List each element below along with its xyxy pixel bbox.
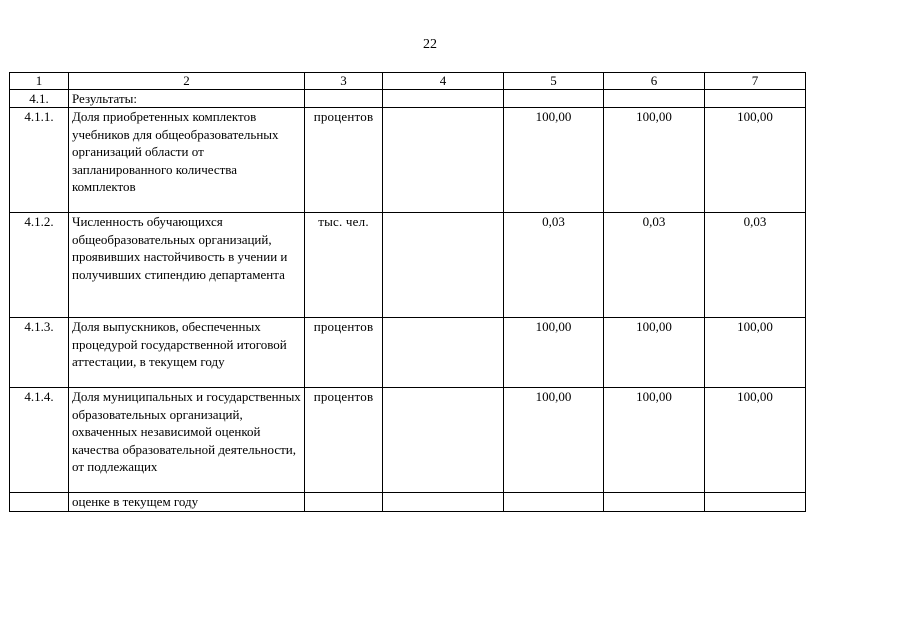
row-name: Доля приобретенных комплектов учебников для общеобразовательных организаций области от запланированного количества комплектов [69,108,305,213]
table-row [10,318,806,388]
row-name: Доля муниципальных и государственных образовательных организаций, охваченных независимой оценкой качества образовательной деятельности, от подлежащих [69,388,305,493]
row-code: 4.1.3. [10,318,69,388]
row-col5: 0,03 [504,213,604,318]
row-col4 [383,108,504,213]
empty-cell [305,493,383,511]
section-row [10,90,806,108]
row-code: 4.1.2. [10,213,69,318]
row-col5: 100,00 [504,318,604,388]
row-col7: 100,00 [705,388,806,493]
row-unit [305,388,383,493]
section-title: Результаты: [69,90,305,108]
header-cell-4: 4 [383,73,504,90]
empty-cell [383,493,504,511]
row-name: Доля выпускников, обеспеченных процедурой государственной итоговой аттестации, в текущем году [69,318,305,388]
row-col5: 100,00 [504,388,604,493]
table-header-row [10,73,806,90]
continuation-text: оценке в текущем году [69,493,305,511]
page-number: 22 [423,37,437,52]
row-unit-text: процентов [313,389,374,405]
row-col7: 100,00 [705,108,806,213]
row-code: 4.1.1. [10,108,69,213]
row-col4 [383,318,504,388]
row-unit [305,318,383,388]
empty-cell [604,90,705,108]
empty-cell [305,90,383,108]
row-unit-text: тыс. чел. [318,214,369,230]
row-col4 [383,388,504,493]
row-name: Численность обучающихся общеобразовательных организаций, проявивших настойчивость в учении и получивших стипендию департамента [69,213,305,318]
row-col6: 100,00 [604,108,705,213]
header-cell-6: 6 [604,73,705,90]
empty-cell [604,493,705,511]
table-row [10,388,806,493]
empty-cell [705,493,806,511]
continuation-row [10,493,806,511]
row-unit-text: процентов [313,109,374,125]
empty-cell [10,493,69,511]
table-row [10,213,806,318]
header-cell-5: 5 [504,73,604,90]
row-unit [305,108,383,213]
table-row [10,108,806,213]
section-code: 4.1. [10,90,69,108]
empty-cell [705,90,806,108]
empty-cell [504,90,604,108]
header-cell-1: 1 [10,73,69,90]
row-col7: 0,03 [705,213,806,318]
row-col5: 100,00 [504,108,604,213]
header-cell-3: 3 [305,73,383,90]
row-col7: 100,00 [705,318,806,388]
indicators-table [9,72,806,512]
empty-cell [504,493,604,511]
row-unit [305,213,383,318]
header-cell-7: 7 [705,73,806,90]
row-col6: 0,03 [604,213,705,318]
header-cell-2: 2 [69,73,305,90]
row-col6: 100,00 [604,318,705,388]
empty-cell [383,90,504,108]
row-col4 [383,213,504,318]
row-code: 4.1.4. [10,388,69,493]
row-unit-text: процентов [313,319,374,335]
row-col6: 100,00 [604,388,705,493]
